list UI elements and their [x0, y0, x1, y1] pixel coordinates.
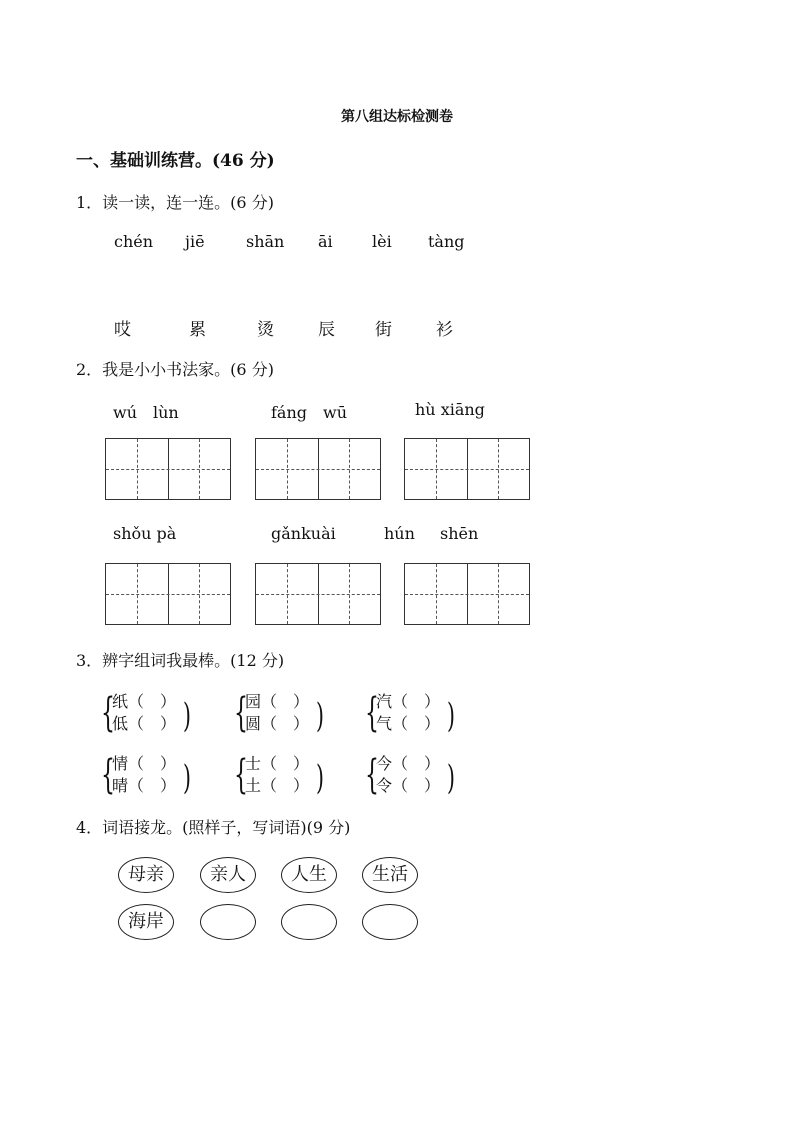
char-blank: 令（ ） [376, 776, 441, 795]
char-pair[interactable] [234, 689, 334, 741]
writing-grid[interactable] [105, 438, 231, 500]
pinyin-item: jiē [185, 232, 205, 251]
char-pair[interactable] [365, 751, 465, 803]
word-oval: 母亲 [118, 857, 174, 893]
pinyin-item: chén [114, 232, 154, 251]
pinyin-word: wú lùn [113, 403, 179, 422]
char-pair[interactable] [365, 689, 465, 741]
left-brace: { [101, 690, 115, 736]
word-oval-blank[interactable] [200, 904, 256, 940]
question-2-label: 2．我是小小书法家。(6 分) [76, 360, 274, 379]
writing-grid[interactable] [255, 563, 381, 625]
hanzi-item: 街 [375, 320, 392, 340]
char-blank: 纸（ ） [112, 692, 177, 711]
char-blank: 土（ ） [245, 776, 310, 795]
pinyin-word: gǎnkuài [271, 524, 336, 543]
char-blank: 低（ ） [112, 714, 177, 733]
right-paren: ) [447, 696, 455, 736]
left-brace: { [365, 690, 379, 736]
left-brace: { [101, 752, 115, 798]
word-oval: 人生 [281, 857, 337, 893]
char-pair[interactable] [101, 689, 201, 741]
question-4-label: 4．词语接龙。(照样子，写词语)(9 分) [76, 818, 351, 837]
left-brace: { [234, 752, 248, 798]
char-blank: 今（ ） [376, 754, 441, 773]
char-blank: 汽（ ） [376, 692, 441, 711]
word-oval: 生活 [362, 857, 418, 893]
char-blank: 情（ ） [112, 754, 177, 773]
writing-grid[interactable] [255, 438, 381, 500]
char-pair[interactable] [234, 751, 334, 803]
char-blank: 晴（ ） [112, 776, 177, 795]
right-paren: ) [183, 758, 191, 798]
writing-grid[interactable] [404, 563, 530, 625]
question-3-label: 3．辨字组词我最棒。(12 分) [76, 651, 285, 670]
hanzi-item: 衫 [436, 320, 453, 340]
char-pair[interactable] [101, 751, 201, 803]
pinyin-word: shēn [440, 524, 479, 543]
word-oval-blank[interactable] [362, 904, 418, 940]
word-oval-blank[interactable] [281, 904, 337, 940]
char-blank: 园（ ） [245, 692, 310, 711]
left-brace: { [234, 690, 248, 736]
pinyin-word: hún [384, 524, 415, 543]
pinyin-item: shān [246, 232, 285, 251]
hanzi-item: 烫 [257, 320, 274, 340]
writing-grid[interactable] [105, 563, 231, 625]
pinyin-word: shǒu pà [113, 524, 177, 543]
char-blank: 圆（ ） [245, 714, 310, 733]
section-heading: 一、基础训练营。(46 分) [76, 151, 275, 171]
pinyin-word: fáng wū [271, 403, 348, 422]
pinyin-word: hù xiāng [415, 400, 485, 419]
pinyin-item: lèi [372, 232, 392, 251]
pinyin-item: tàng [428, 232, 465, 251]
pinyin-item: āi [318, 232, 333, 251]
right-paren: ) [447, 758, 455, 798]
word-oval: 亲人 [200, 857, 256, 893]
right-paren: ) [316, 696, 324, 736]
hanzi-item: 哎 [114, 320, 131, 340]
page-title: 第八组达标检测卷 [341, 109, 453, 125]
char-blank: 气（ ） [376, 714, 441, 733]
hanzi-item: 累 [189, 320, 206, 340]
hanzi-item: 辰 [318, 320, 335, 340]
right-paren: ) [316, 758, 324, 798]
writing-grid[interactable] [404, 438, 530, 500]
left-brace: { [365, 752, 379, 798]
question-1-label: 1．读一读，连一连。(6 分) [76, 193, 274, 212]
right-paren: ) [183, 696, 191, 736]
char-blank: 士（ ） [245, 754, 310, 773]
word-oval: 海岸 [118, 904, 174, 940]
